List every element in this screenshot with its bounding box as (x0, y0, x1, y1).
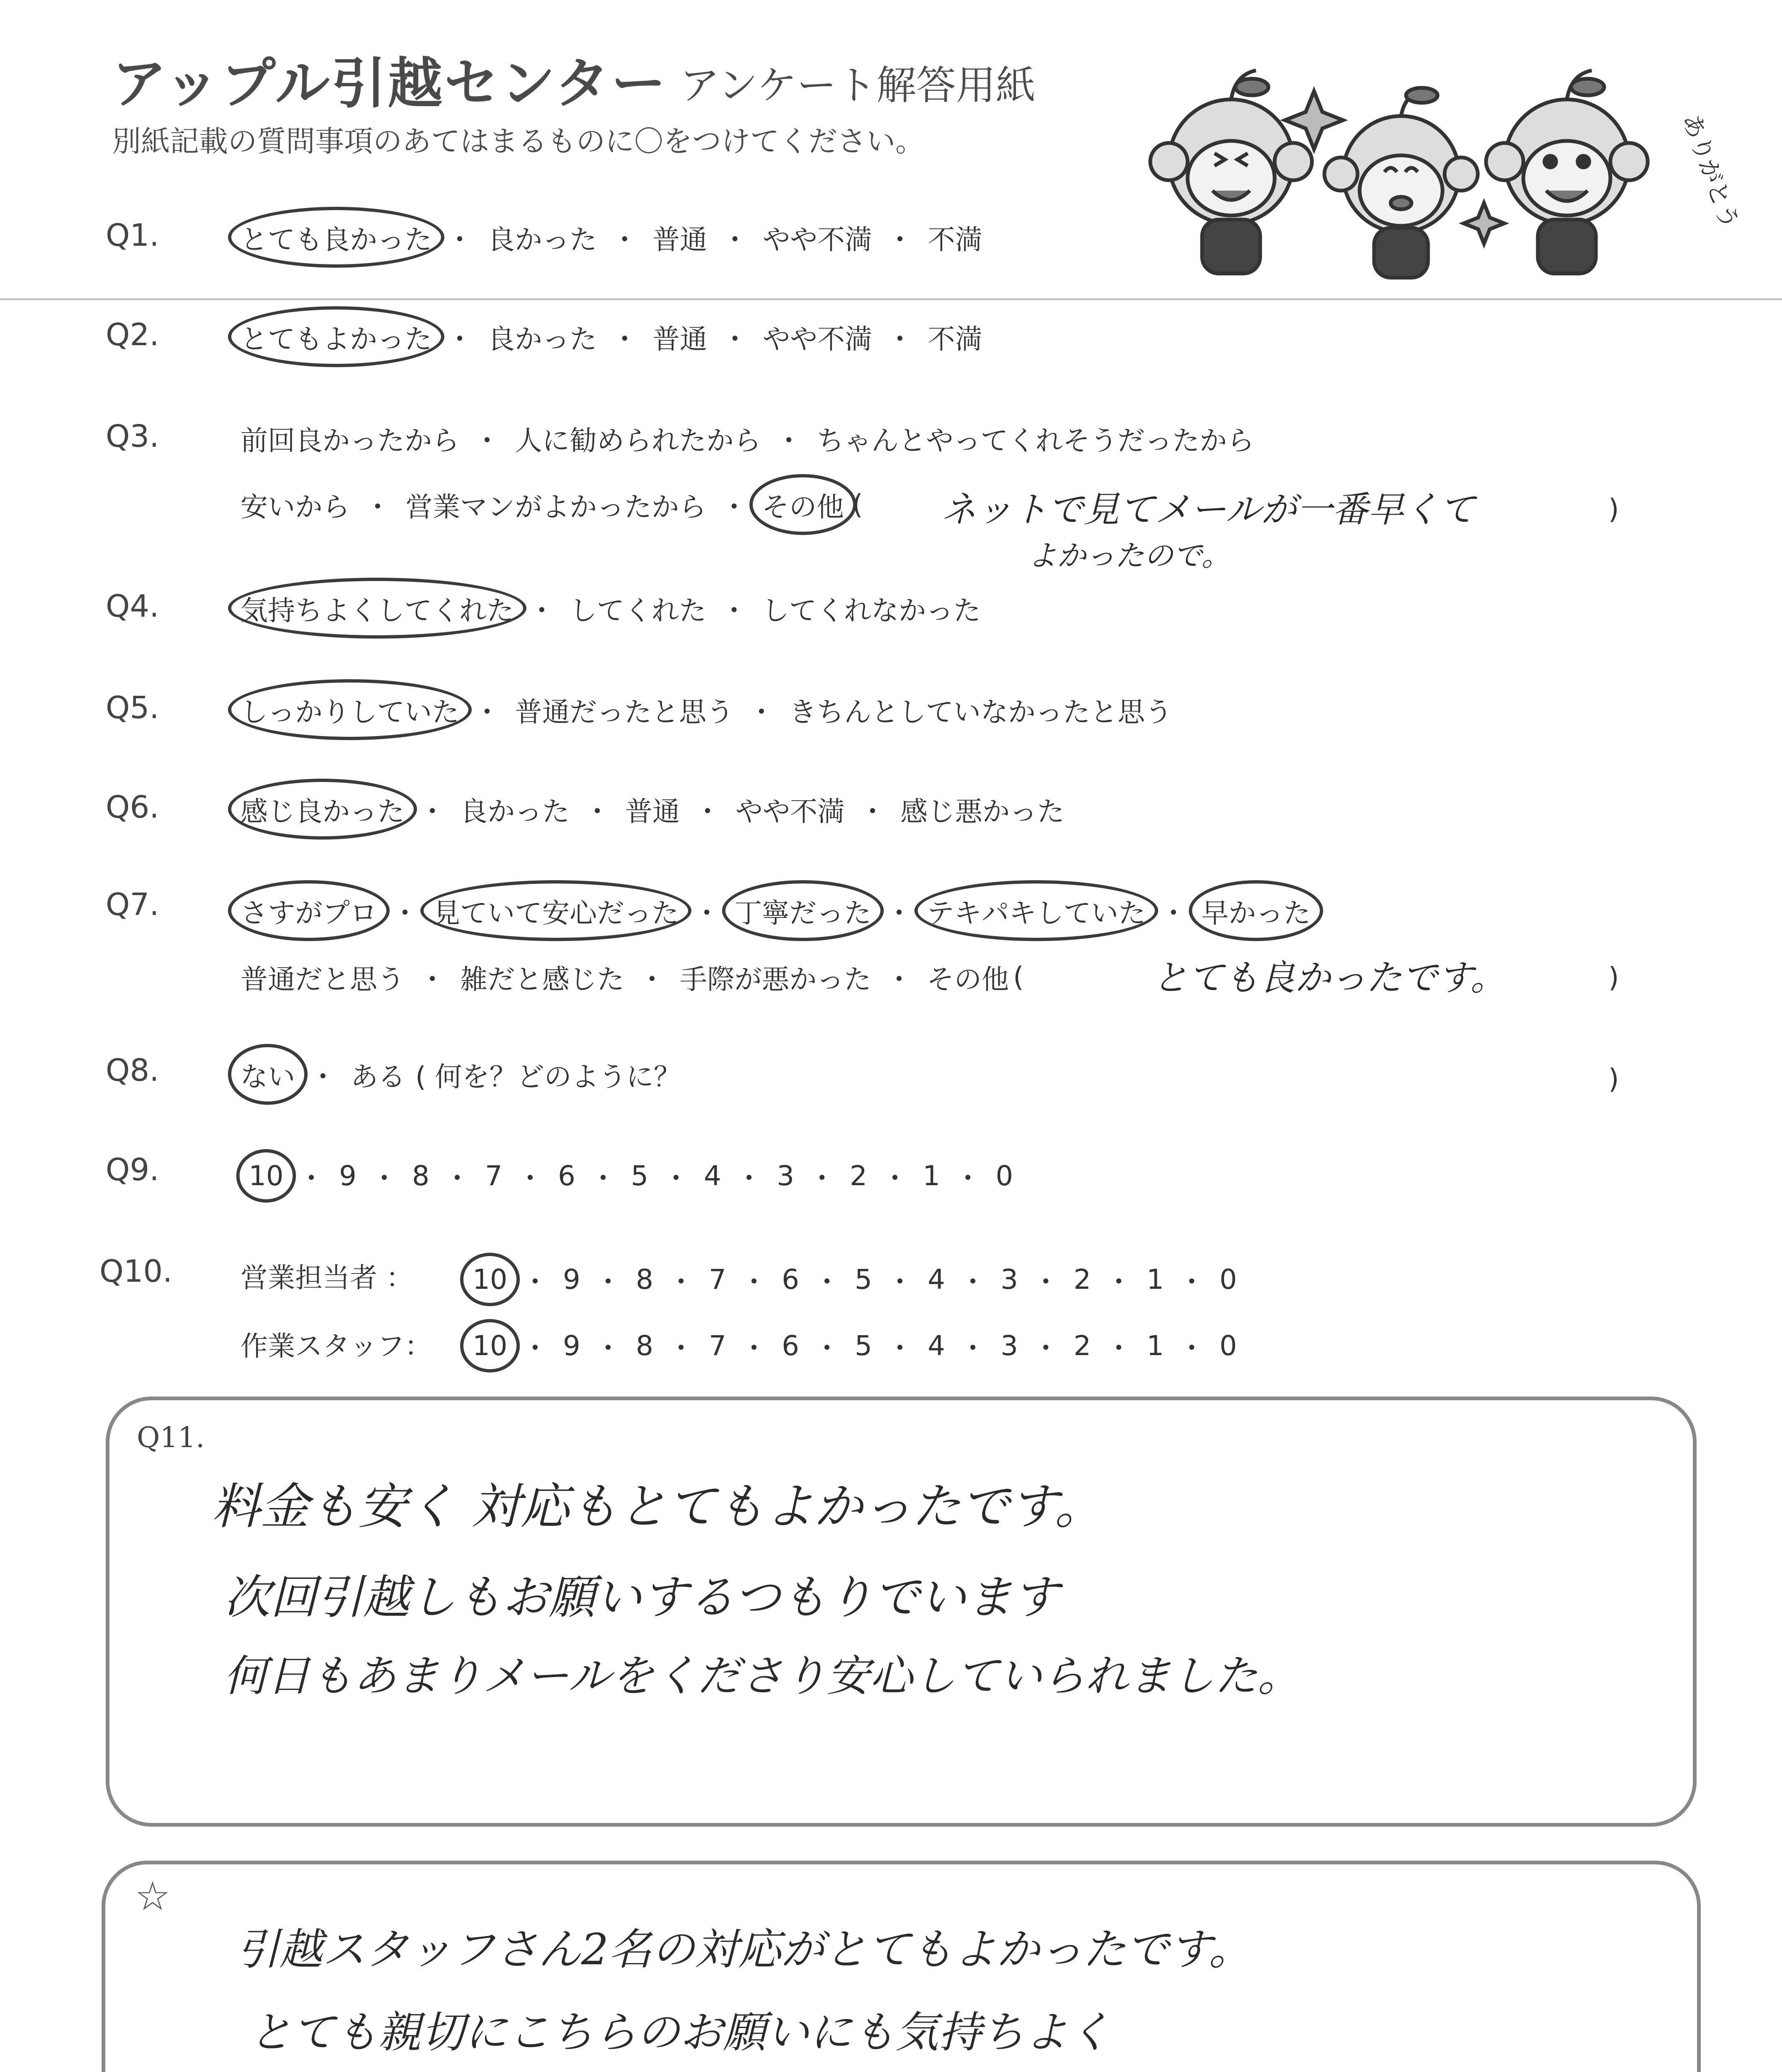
q10-staff-option-10[interactable]: 10 (473, 1330, 507, 1362)
q8-options: ない ・ ある ( 何を？どのように？ (240, 1055, 681, 1094)
q7-options-line2: 普通だと思う ・ 雑だと感じた ・ 手際が悪かった ・ その他 ( (240, 957, 1024, 997)
q1-option-2[interactable]: 良かった (487, 224, 597, 256)
q1-option-3[interactable]: 普通 (652, 224, 707, 256)
q7-option-1[interactable]: さすがプロ (240, 891, 377, 930)
star-line-1: 引越スタッフさん2名の対応がとてもよかったです。 (236, 1924, 1252, 1975)
form-title: アップル引越センター (112, 52, 668, 116)
q10-staff-option-6[interactable]: 6 (781, 1330, 799, 1362)
q6-label: Q6. (106, 789, 159, 825)
q9-label: Q9. (106, 1152, 159, 1188)
q2-option-2[interactable]: 良かった (487, 323, 597, 355)
q4-option-1[interactable]: 気持ちよくしてくれた (240, 588, 514, 628)
q10-staff-separator: ・ (1105, 1332, 1132, 1364)
q7-label: Q7. (106, 887, 159, 922)
q10-staff-label: 作業スタッフ： (240, 1330, 432, 1362)
q3-label: Q3. (106, 419, 159, 454)
q10-sales-option-0[interactable]: 0 (1219, 1264, 1237, 1295)
q4-option-3[interactable]: してくれなかった (762, 595, 981, 627)
q6-options: 感じ良かった ・ 良かった ・ 普通 ・ やや不満 ・ 感じ悪かった (240, 789, 1064, 829)
q10-staff-separator: ・ (667, 1332, 695, 1364)
q8-paren-close: ) (1608, 1063, 1619, 1095)
q1-label: Q1. (106, 218, 159, 253)
q9-option-3[interactable]: 3 (776, 1160, 794, 1192)
q7-paren-open: ( (1013, 961, 1024, 993)
q2-options: とてもよかった ・ 良かった ・ 普通 ・ やや不満 ・ 不満 (240, 317, 982, 356)
q10-sales-scale (473, 1260, 1237, 1299)
q8-option-1[interactable]: ない (240, 1055, 295, 1094)
mascot-illustration (1119, 54, 1745, 286)
q10-sales-separator: ・ (813, 1266, 841, 1298)
q3-option-2[interactable]: 人に勧められたから (515, 425, 761, 457)
q10-staff-option-8[interactable]: 8 (635, 1330, 653, 1362)
q5-label: Q5. (106, 690, 159, 726)
q10-staff-option-1[interactable]: 1 (1146, 1330, 1164, 1362)
instruction-text: 別紙記載の質問事項のあてはまるものに〇をつけてください。 (112, 124, 924, 158)
star-line-2: とても親切にこちらのお願いにも気持ちよく (249, 2007, 1111, 2057)
q9-option-10[interactable]: 10 (249, 1160, 284, 1192)
q5-options: しっかりしていた ・ 普通だったと思う ・ きちんとしていなかったと思う (240, 690, 1172, 729)
q10-staff-separator: ・ (886, 1332, 914, 1364)
q9-scale (249, 1156, 1013, 1196)
q10-staff-separator: ・ (521, 1332, 549, 1364)
q2-option-3[interactable]: 普通 (652, 323, 707, 355)
q10-staff-scale (473, 1326, 1237, 1365)
q9-option-8[interactable]: 8 (412, 1160, 429, 1192)
q3-option-4[interactable]: 安いから (240, 491, 350, 523)
q9-option-6[interactable]: 6 (558, 1160, 575, 1192)
q10-sales-separator: ・ (1105, 1266, 1132, 1298)
q4-label: Q4. (106, 588, 159, 624)
q3-option-1[interactable]: 前回良かったから (240, 425, 459, 457)
q10-sales-separator: ・ (959, 1266, 987, 1298)
q10-sales-option-9[interactable]: 9 (562, 1264, 580, 1295)
q4-options: 気持ちよくしてくれた ・ してくれた ・ してくれなかった (240, 588, 981, 628)
q7-option-3[interactable]: 丁寧だった (735, 891, 871, 930)
q8-followup: ( 何を？どのように？ (415, 1061, 681, 1093)
q3-paren-open: ( (852, 489, 863, 520)
q6-option-2[interactable]: 良かった (460, 796, 570, 828)
q3-option-5[interactable]: 営業マンがよかったから (405, 491, 706, 523)
q9-option-4[interactable]: 4 (703, 1160, 721, 1192)
q7-handwritten: とても良かったです。 (1152, 957, 1506, 999)
q9-option-5[interactable]: 5 (630, 1160, 648, 1192)
q10-sales-option-10[interactable]: 10 (473, 1264, 507, 1295)
q5-option-3[interactable]: きちんとしていなかったと思う (789, 696, 1172, 728)
q1-options: とても良かった ・ 良かった ・ 普通 ・ やや不満 ・ 不満 (240, 218, 982, 257)
q7-options-line1: さすがプロ ・ 見ていて安心だった ・ 丁寧だった ・ テキパキしていた ・ 早かった (240, 891, 1311, 930)
q3-option-6[interactable]: その他 (762, 485, 844, 524)
form-subtitle: アンケート解答用紙 (680, 62, 1036, 109)
q10-staff-option-7[interactable]: 7 (708, 1330, 726, 1362)
q9-separator: ・ (443, 1162, 471, 1194)
q2-label: Q2. (106, 317, 159, 353)
q10-staff-separator: ・ (1032, 1332, 1060, 1364)
q3-options-line1: 前回良かったから ・ 人に勧められたから ・ ちゃんとやってくれそうだったから (240, 419, 1254, 458)
q11-line-2: 次回引越しもお願いするつもりでいます (224, 1571, 1059, 1624)
q10-sales-option-5[interactable]: 5 (854, 1264, 872, 1295)
q10-sales-separator: ・ (521, 1266, 549, 1298)
q9-separator: ・ (370, 1162, 398, 1194)
q9-separator: ・ (808, 1162, 836, 1194)
q3-options-line2: 安いから ・ 営業マンがよかったから ・ その他 ( (240, 485, 863, 524)
q10-staff-option-0[interactable]: 0 (1219, 1330, 1237, 1362)
q10-staff-option-4[interactable]: 4 (927, 1330, 945, 1362)
q10-sales-separator: ・ (594, 1266, 622, 1298)
q3-option-3[interactable]: ちゃんとやってくれそうだったから (817, 425, 1254, 457)
q7-option-9[interactable]: その他 (927, 963, 1009, 995)
q7-option-2[interactable]: 見ていて安心だった (433, 891, 679, 930)
q10-sales-option-1[interactable]: 1 (1146, 1264, 1164, 1295)
q10-sales-separator: ・ (886, 1266, 914, 1298)
q7-paren-close: ) (1608, 961, 1619, 993)
q4-option-2[interactable]: してくれた (570, 595, 706, 627)
q2-option-4[interactable]: やや不満 (763, 323, 872, 355)
q6-option-4[interactable]: やや不満 (735, 796, 845, 828)
q10-sales-separator: ・ (740, 1266, 768, 1298)
q10-sales-separator: ・ (667, 1266, 695, 1298)
q9-separator: ・ (589, 1162, 617, 1194)
q7-option-7[interactable]: 雑だと感じた (460, 963, 624, 995)
q10-staff-option-2[interactable]: 2 (1073, 1330, 1091, 1362)
q10-sales-option-4[interactable]: 4 (927, 1264, 945, 1295)
q9-separator: ・ (516, 1162, 544, 1194)
q1-option-1[interactable]: とても良かった (240, 218, 432, 257)
q10-staff-separator: ・ (740, 1332, 768, 1364)
q8-label: Q8. (106, 1053, 159, 1088)
q10-sales-option-3[interactable]: 3 (1000, 1264, 1018, 1295)
q10-label: Q10. (99, 1254, 172, 1289)
q9-separator: ・ (297, 1162, 325, 1194)
q9-option-7[interactable]: 7 (485, 1160, 502, 1192)
q11-line-1: 料金も安く 対応もとてもよかったです。 (211, 1478, 1104, 1535)
q6-option-3[interactable]: 普通 (625, 796, 680, 828)
q1-option-4[interactable]: やや不満 (763, 224, 872, 256)
q9-option-0[interactable]: 0 (995, 1160, 1013, 1192)
q9-option-9[interactable]: 9 (339, 1160, 356, 1192)
q2-option-5[interactable]: 不満 (928, 323, 982, 355)
q10-staff-option-3[interactable]: 3 (1000, 1330, 1018, 1362)
q7-option-4[interactable]: テキパキしていた (927, 891, 1146, 930)
q9-option-2[interactable]: 2 (849, 1160, 867, 1192)
q6-option-1[interactable]: 感じ良かった (240, 789, 405, 829)
q10-staff-option-9[interactable]: 9 (562, 1330, 580, 1362)
q3-paren-close: ) (1608, 493, 1619, 525)
q2-option-1[interactable]: とてもよかった (240, 317, 432, 356)
q7-option-8[interactable]: 手際が悪かった (680, 963, 871, 995)
q5-option-1[interactable]: しっかりしていた (240, 690, 459, 729)
q11-label: Q11. (137, 1421, 205, 1454)
q1-option-5[interactable]: 不満 (928, 224, 982, 256)
q9-separator: ・ (954, 1162, 982, 1194)
fold-line (0, 298, 1782, 300)
q9-separator: ・ (881, 1162, 909, 1194)
q3-handwritten-2: よかったので。 (1028, 539, 1231, 573)
q10-sales-option-2[interactable]: 2 (1073, 1264, 1091, 1295)
q7-option-5[interactable]: 早かった (1201, 891, 1311, 930)
q5-option-2[interactable]: 普通だったと思う (515, 696, 734, 728)
q9-separator: ・ (735, 1162, 763, 1194)
q10-staff-separator: ・ (813, 1332, 841, 1364)
q10-sales-separator: ・ (1178, 1266, 1205, 1298)
q9-option-1[interactable]: 1 (922, 1160, 940, 1192)
q7-option-6[interactable]: 普通だと思う (240, 963, 405, 995)
q10-sales-option-8[interactable]: 8 (635, 1264, 653, 1295)
q10-sales-option-6[interactable]: 6 (781, 1264, 799, 1295)
q10-staff-option-5[interactable]: 5 (854, 1330, 872, 1362)
q3-handwritten-1: ネットで見てメールが一番早くて (941, 489, 1475, 530)
q10-staff-separator: ・ (1178, 1332, 1205, 1364)
q10-staff-separator: ・ (594, 1332, 622, 1364)
badge-text: ありがとう (1677, 110, 1745, 233)
q10-sales-option-7[interactable]: 7 (708, 1264, 726, 1295)
q10-sales-label: 営業担当者 ： (240, 1262, 413, 1294)
star-label: ☆ (135, 1873, 171, 1920)
q8-option-2[interactable]: ある (351, 1061, 405, 1093)
q10-sales-separator: ・ (1032, 1266, 1060, 1298)
q10-staff-separator: ・ (959, 1332, 987, 1364)
q11-line-3: 何日もあまりメールをくださり安心していられました。 (224, 1651, 1301, 1701)
q9-separator: ・ (662, 1162, 690, 1194)
q6-option-5[interactable]: 感じ悪かった (900, 796, 1064, 828)
